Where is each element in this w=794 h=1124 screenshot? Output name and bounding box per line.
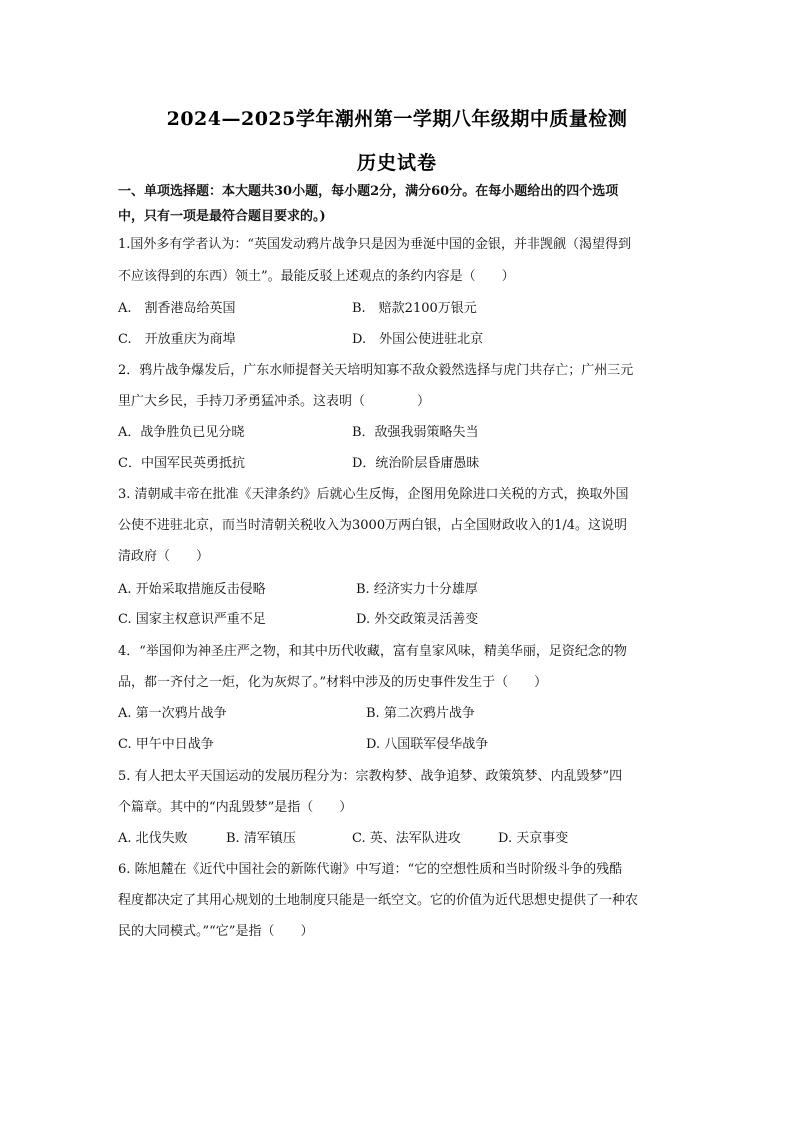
question-6-line2: 程度都决定了其用心规划的土地制度只能是一纸空文。它的价值为近代思想史提供了一种农 [118,893,639,908]
question-3-line1: 3. 清朝咸丰帝在批准《天津条约》后就心生反悔，企图用免除进口关税的方式，换取外国 [118,487,629,502]
question-5-option-a: A. 北伐失败 [118,831,188,846]
question-5-option-c: C. 英、法军队进攻 [352,831,461,846]
question-1-option-b: B. 赔款2100万银元 [352,301,477,316]
question-4-option-b: B. 第二次鸦片战争 [366,706,475,721]
question-3-line2: 公使不进驻北京，而当时清朝关税收入为3000万两白银，占全国财政收入的1/4。这说明 [118,518,628,533]
question-1-option-d: D. 外国公使进驻北京 [352,332,484,347]
section-instructions-line2: 中，只有一项是最符合题目要求的。) [118,209,326,224]
question-3-option-a: A. 开始采取措施反击侵略 [118,582,266,597]
question-2-option-b: B．敌强我弱策略失当 [352,425,479,440]
question-4-option-c: C. 甲午中日战争 [118,737,214,752]
question-1-option-a: A. 割香港岛给英国 [118,301,236,316]
question-2-option-a: A．战争胜负已见分晓 [118,425,245,440]
question-3-option-c: C. 国家主权意识严重不足 [118,612,266,627]
question-5-option-d: D. 天京事变 [498,831,569,846]
question-4-line1: 4．“举国仰为神圣庄严之物，和其中历代收藏，富有皇家风味，精美华丽，足资纪念的物 [118,644,627,659]
question-3-option-d: D. 外交政策灵活善变 [356,612,479,627]
question-4-line2: 品，都一齐付之一炬，化为灰烬了。”材料中涉及的历史事件发生于（ ） [118,675,548,690]
question-1-line1: 1.国外多有学者认为：“英国发动鸦片战争只是因为垂涎中国的金银，并非觊觎（渴望得到 [118,237,632,252]
question-3-line3: 清政府（ ） [118,549,210,564]
question-2-option-c: C．中国军民英勇抵抗 [118,456,245,471]
question-3-option-b: B. 经济实力十分雄厚 [356,582,478,597]
question-5-line2: 个篇章。其中的“内乱毁梦”是指（ ） [118,800,353,815]
section-instructions-line1: 一、单项选择题：本大题共30小题，每小题2分，满分60分。在每小题给出的四个选项 [118,184,619,199]
question-1-option-c: C. 开放重庆为商埠 [118,332,236,347]
question-2-option-d: D．统治阶层昏庸愚昧 [352,456,480,471]
question-6-line1: 6. 陈旭麓在《近代中国社会的新陈代谢》中写道：“它的空想性质和当时阶级斗争的残酷 [118,862,623,877]
question-5-option-b: B. 清军镇压 [226,831,296,846]
question-4-option-d: D. 八国联军侵华战争 [366,737,489,752]
question-1-line2: 不应该得到的东西）领土”。最能反驳上述观点的条约内容是（ ） [118,269,515,284]
question-6-line3: 民的大同模式。”“它”是指（ ） [118,924,314,939]
question-2-line2: 里广大乡民，手持刀矛勇猛冲杀。这表明（ ） [118,394,431,409]
question-4-option-a: A. 第一次鸦片战争 [118,706,227,721]
question-2-line1: 2．鸦片战争爆发后，广东水师提督关天培明知寡不敌众毅然选择与虎门共存亡；广州三元 [118,363,634,378]
exam-subtitle: 历史试卷 [356,152,437,174]
question-5-line1: 5. 有人把太平天国运动的发展历程分为：宗教构梦、战争追梦、政策筑梦、内乱毁梦”四 [118,769,623,784]
exam-title: 2024—2025学年潮州第一学期八年级期中质量检测 [166,108,628,130]
